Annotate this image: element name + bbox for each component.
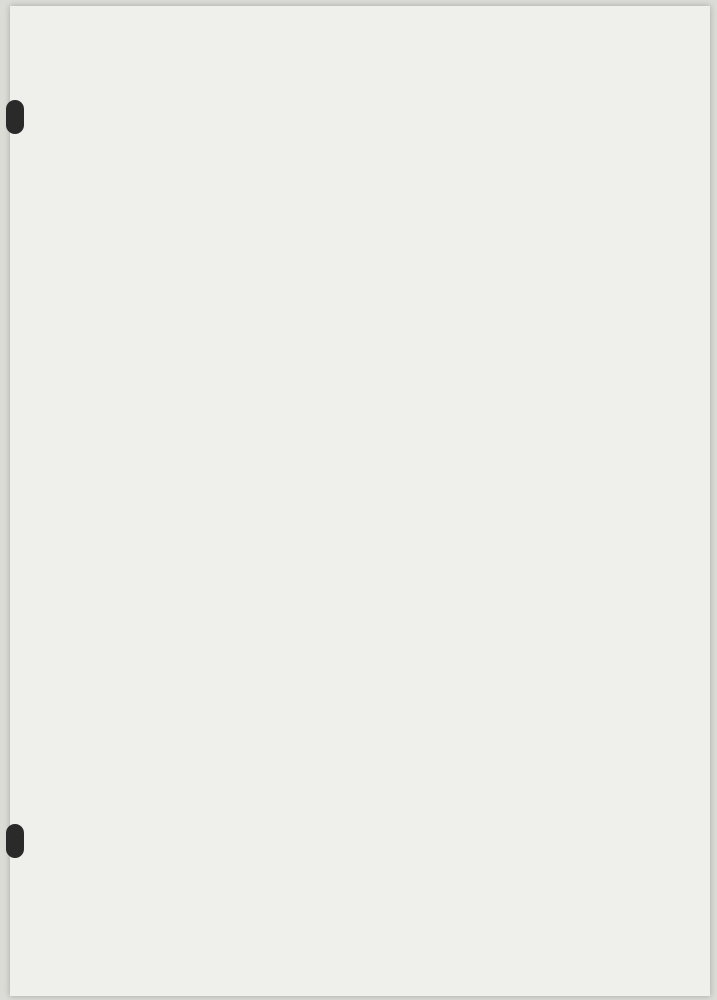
catalog-page xyxy=(10,6,710,996)
binder-hole-top xyxy=(6,100,24,134)
binder-hole-bottom xyxy=(6,824,24,858)
